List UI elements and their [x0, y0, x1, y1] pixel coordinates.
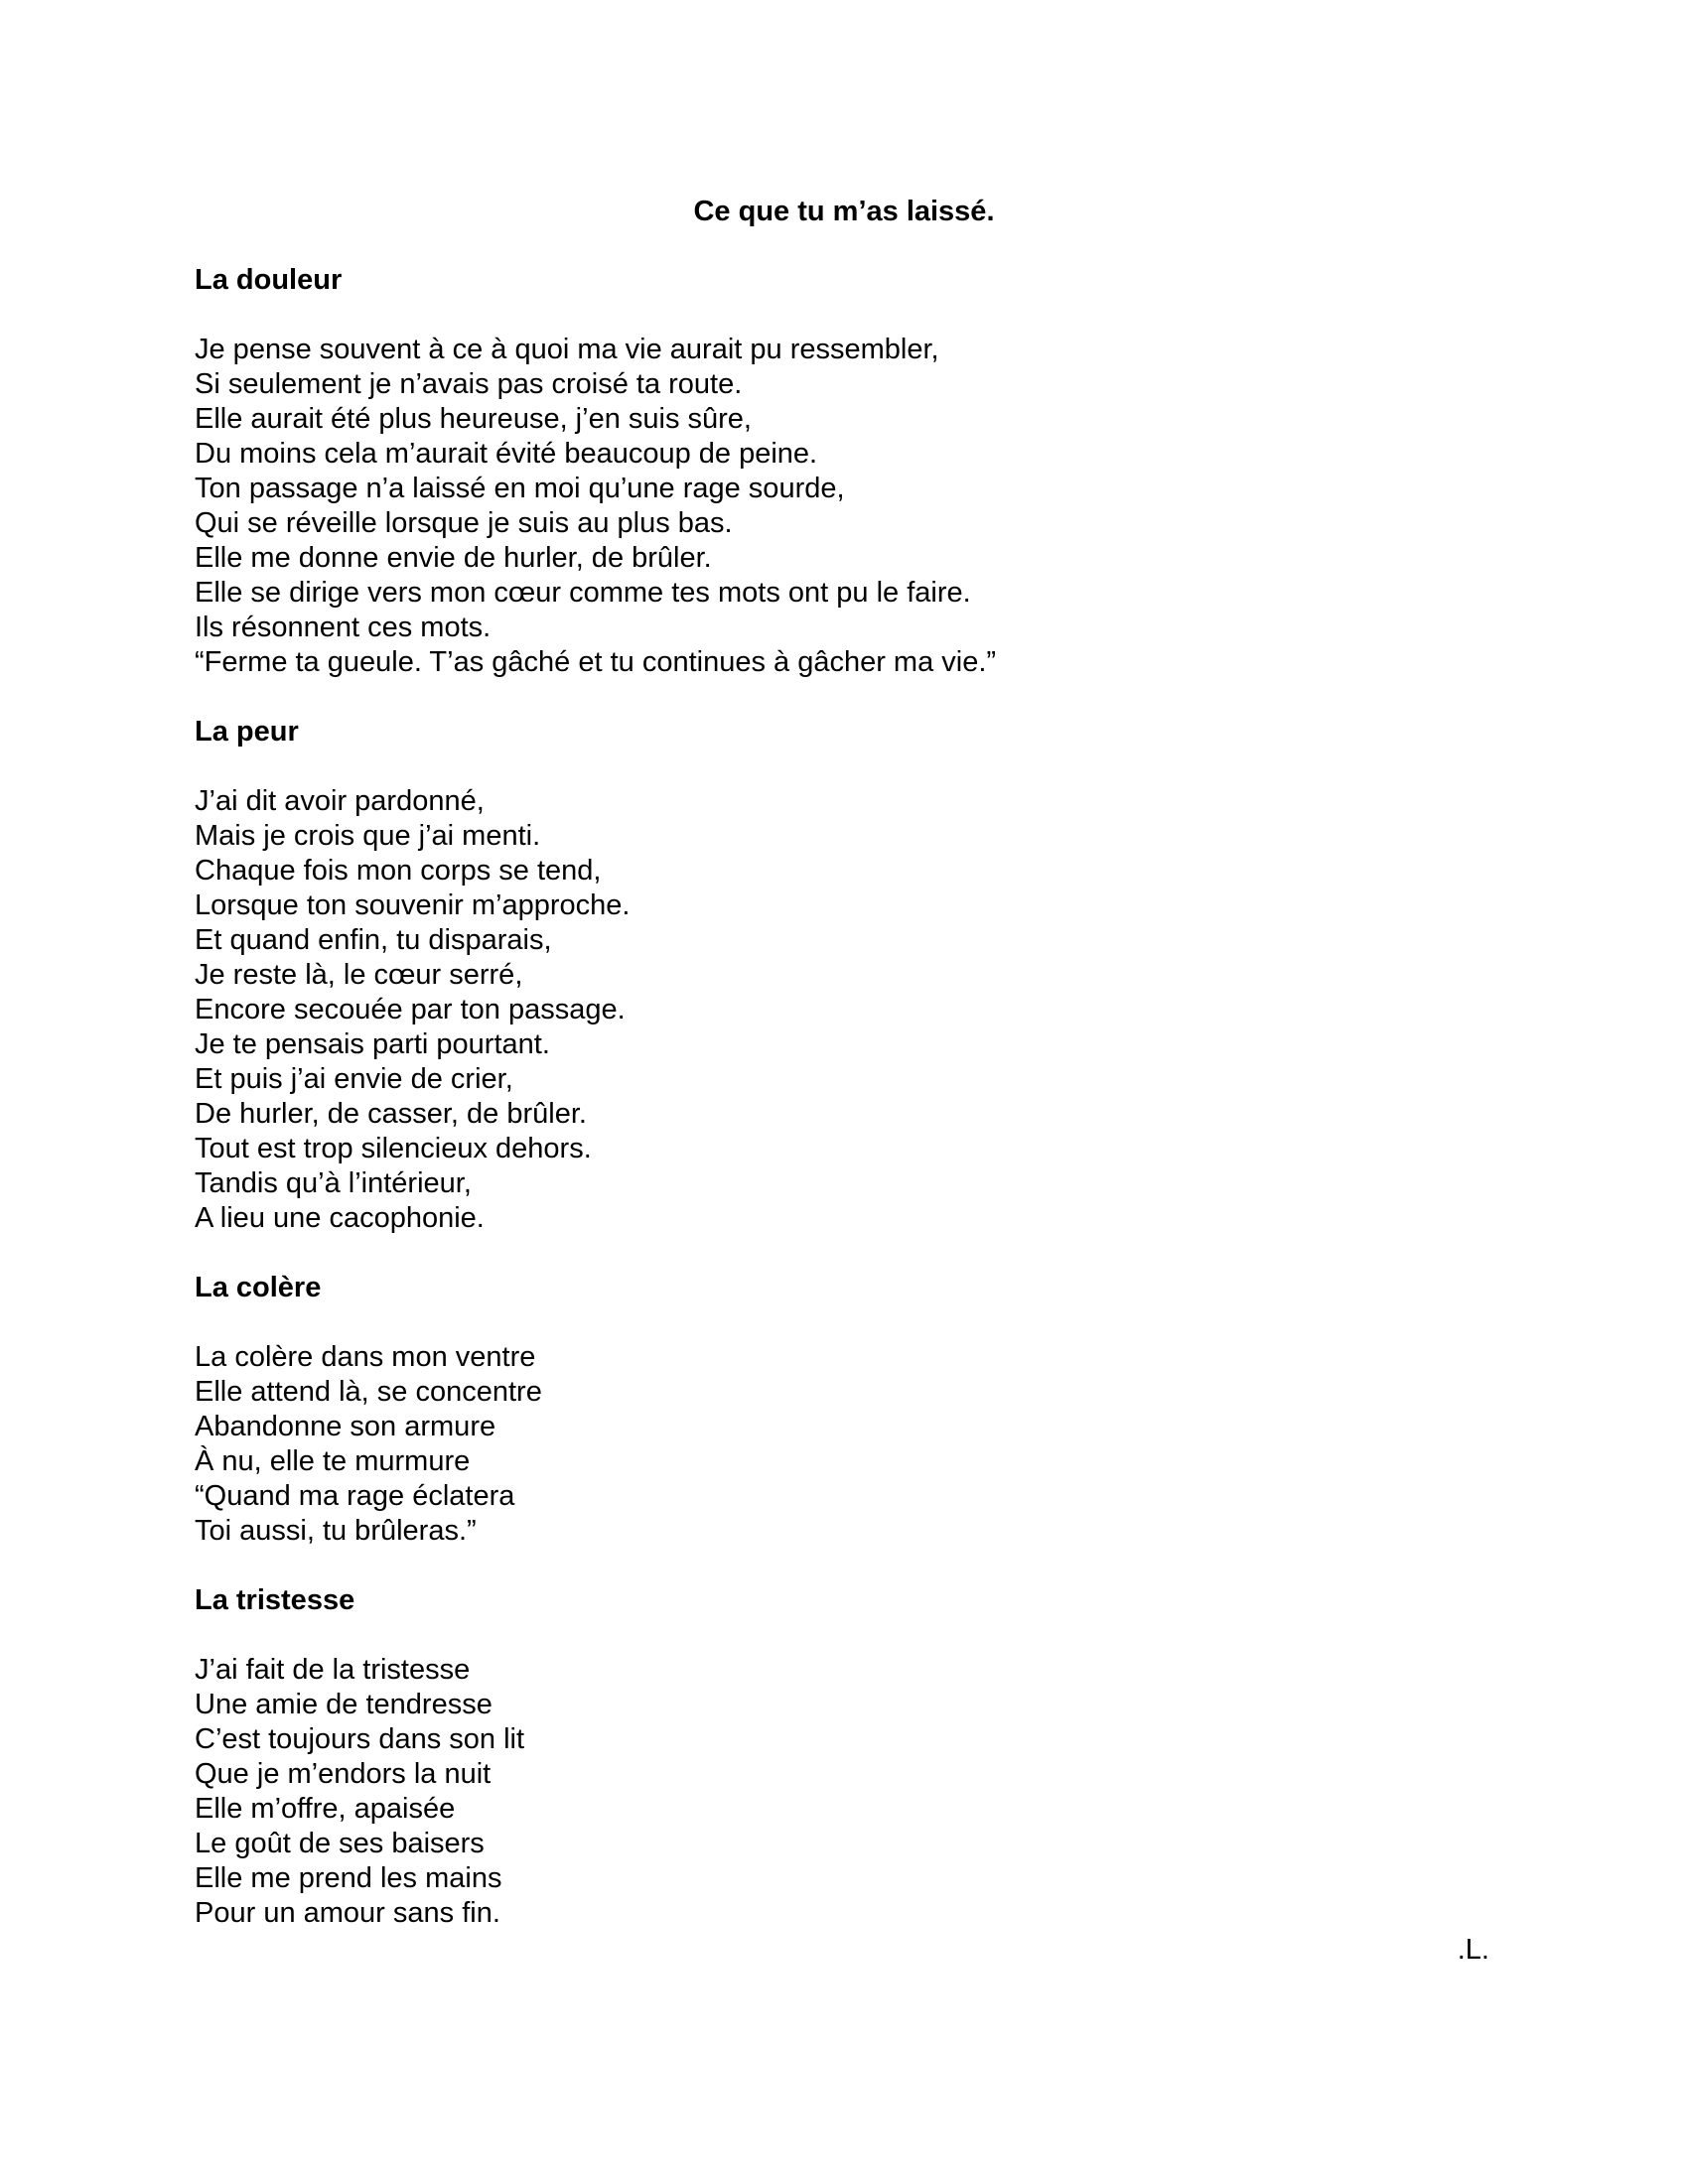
- poem-line: Que je m’endors la nuit: [195, 1758, 492, 1790]
- poem-line: Et quand enfin, tu disparais,: [195, 924, 552, 956]
- poem-line: Si seulement je n’avais pas croisé ta route.: [195, 368, 743, 400]
- poem-line: C’est toujours dans son lit: [195, 1723, 525, 1755]
- signature: .L.: [1457, 1934, 1489, 1966]
- poem-line: Elle attend là, se concentre: [195, 1376, 542, 1408]
- poem-line: Elle aurait été plus heureuse, j’en suis sûre,: [195, 403, 752, 435]
- poem-line: Elle me prend les mains: [195, 1862, 502, 1894]
- poem-line: J’ai dit avoir pardonné,: [195, 785, 485, 817]
- poem-line: Du moins cela m’aurait évité beaucoup de peine.: [195, 438, 818, 470]
- poem-line: “Quand ma rage éclatera: [195, 1480, 515, 1512]
- section-la-tristesse: [195, 1583, 1485, 1931]
- stanza: [195, 333, 1485, 680]
- poem-line: Je pense souvent à ce à quoi ma vie aurait pu ressembler,: [195, 334, 939, 365]
- poem-line: Chaque fois mon corps se tend,: [195, 855, 602, 887]
- poem-line: Elle m’offre, apaisée: [195, 1793, 456, 1825]
- poem-line: J’ai fait de la tristesse: [195, 1654, 471, 1686]
- poem-title: Ce que tu m’as laissé.: [693, 196, 995, 227]
- poem-line: Le goût de ses baisers: [195, 1828, 485, 1859]
- stanza: [195, 1653, 1485, 1931]
- poem-line: Encore secouée par ton passage.: [195, 994, 626, 1025]
- poem-line: Abandonne son armure: [195, 1411, 496, 1442]
- section-heading: La douleur: [195, 264, 343, 296]
- section-heading: La peur: [195, 716, 299, 748]
- poem-line: Une amie de tendresse: [195, 1689, 492, 1720]
- poem-line: Ils résonnent ces mots.: [195, 612, 492, 643]
- section-la-colere: [195, 1271, 1485, 1549]
- poem-line: Toi aussi, tu brûleras.”: [195, 1515, 477, 1547]
- poem-line: Tout est trop silencieux dehors.: [195, 1133, 592, 1164]
- poem-line: Elle me donne envie de hurler, de brûler.: [195, 542, 712, 574]
- section-la-douleur: [195, 263, 1485, 680]
- poem-line: Je te pensais parti pourtant.: [195, 1028, 550, 1060]
- section-heading: La tristesse: [195, 1584, 355, 1616]
- poem-line: Mais je crois que j’ai menti.: [195, 820, 541, 852]
- section-heading: La colère: [195, 1272, 322, 1303]
- poem-line: Lorsque ton souvenir m’approche.: [195, 889, 631, 921]
- poem-line: À nu, elle te murmure: [195, 1445, 471, 1477]
- poem-line: Et puis j’ai envie de crier,: [195, 1063, 513, 1095]
- poem-line: Qui se réveille lorsque je suis au plus bas.: [195, 507, 733, 539]
- poem-line: Je reste là, le cœur serré,: [195, 959, 523, 991]
- poem-line: La colère dans mon ventre: [195, 1341, 536, 1373]
- poem-line: Elle se dirige vers mon cœur comme tes mots ont pu le faire.: [195, 577, 971, 609]
- poem-line: Pour un amour sans fin.: [195, 1897, 500, 1929]
- poem-line: Tandis qu’à l’intérieur,: [195, 1167, 472, 1199]
- poem-line: A lieu une cacophonie.: [195, 1202, 485, 1234]
- poem-line: “Ferme ta gueule. T’as gâché et tu continues à gâcher ma vie.”: [195, 646, 997, 678]
- poem-line: De hurler, de casser, de brûler.: [195, 1098, 587, 1130]
- poem-line: Ton passage n’a laissé en moi qu’une rage sourde,: [195, 473, 845, 504]
- stanza: [195, 784, 1485, 1236]
- section-la-peur: [195, 715, 1485, 1236]
- stanza: [195, 1340, 1485, 1549]
